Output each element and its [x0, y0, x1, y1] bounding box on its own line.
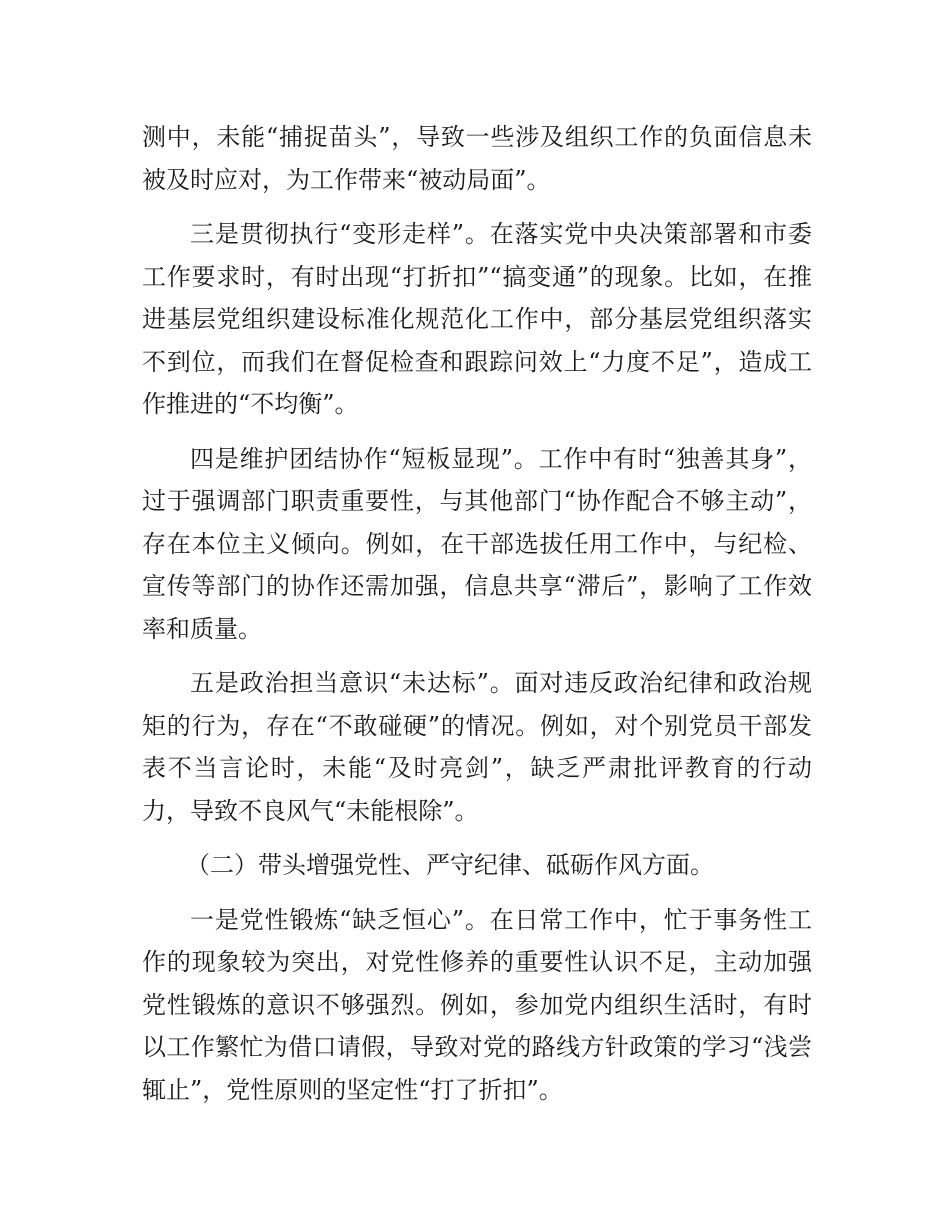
section-heading: （二）带头增强党性、严守纪律、砥砺作风方面。 [186, 851, 714, 879]
paragraph-point-one: 一是党性锻炼“缺乏恒心”。在日常工作中，忙于事务性工作的现象较为突出，对党性修养的重要性认识不足，主动加强党性锻炼的意识不够强烈。例如，参加党内组织生活时，有时以工作繁忙为借口请假，导致对党的路线方针政策的学习“浅尝辄止”，党性原则的坚定性“打了折扣”。 [142, 905, 812, 1104]
document-body [142, 116, 812, 1123]
paragraph-point-four: 四是维护团结协作“短板显现”。工作中有时“独善其身”，过于强调部门职责重要性，与其他部门“协作配合不够主动”，存在本位主义倾向。例如，在干部选拔任用工作中，与纪检、宣传等部门的协作还需加强，信息共享“滞后”，影响了工作效率和质量。 [142, 444, 812, 643]
paragraph-continuation: 测中，未能“捕捉苗头”，导致一些涉及组织工作的负面信息未被及时应对，为工作带来“被动局面”。 [142, 123, 812, 194]
paragraph-point-three: 三是贯彻执行“变形走样”。在落实党中央决策部署和市委工作要求时，有时出现“打折扣”“搞变通”的现象。比如，在推进基层党组织建设标准化规范化工作中，部分基层党组织落实不到位，而我们在督促检查和跟踪问效上“力度不足”，造成工作推进的“不均衡”。 [142, 220, 812, 418]
paragraph-point-five: 五是政治担当意识“未达标”。面对违反政治纪律和政治规矩的行为，存在“不敢碰硬”的情况。例如，对个别党员干部发表不当言论时，未能“及时亮剑”，缺乏严肃批评教育的行动力，导致不良风气“未能根除”。 [142, 669, 812, 825]
